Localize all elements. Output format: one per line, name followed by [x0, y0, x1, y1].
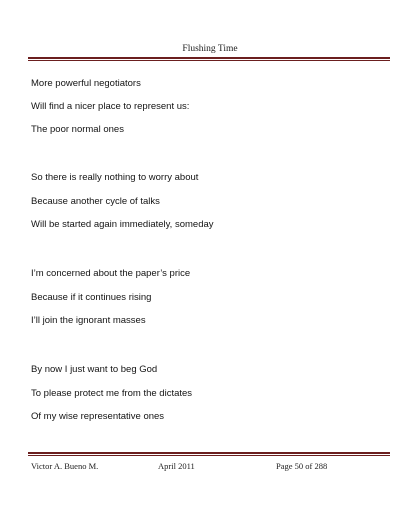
- poem-line: I’m concerned about the paper’s price: [31, 268, 191, 279]
- footer-divider-thin: [28, 455, 390, 456]
- poem-line: To please protect me from the dictates: [31, 388, 193, 399]
- poem-line: The poor normal ones: [31, 124, 124, 135]
- footer-author: Victor A. Bueno M.: [31, 461, 99, 471]
- footer-date: April 2011: [158, 461, 195, 471]
- poem-line: Will find a nicer place to represent us:: [31, 101, 190, 112]
- footer-divider-thick: [28, 452, 390, 454]
- poem-line: So there is really nothing to worry about: [31, 172, 199, 183]
- poem-line: I’ll join the ignorant masses: [31, 315, 146, 326]
- poem-line: By now I just want to beg God: [31, 364, 158, 375]
- poem-line: Because another cycle of talks: [31, 196, 160, 207]
- footer-page-number: Page 50 of 288: [276, 461, 328, 471]
- page-title: Flushing Time: [182, 44, 238, 54]
- poem-line: Will be started again immediately, someday: [31, 219, 214, 230]
- footer-divider: [28, 452, 390, 456]
- poem-line: Of my wise representative ones: [31, 411, 165, 422]
- header-divider-thin: [28, 60, 390, 61]
- poem-line: More powerful negotiators: [31, 78, 141, 89]
- header-divider-thick: [28, 57, 390, 59]
- poem-line: Because if it continues rising: [31, 292, 152, 303]
